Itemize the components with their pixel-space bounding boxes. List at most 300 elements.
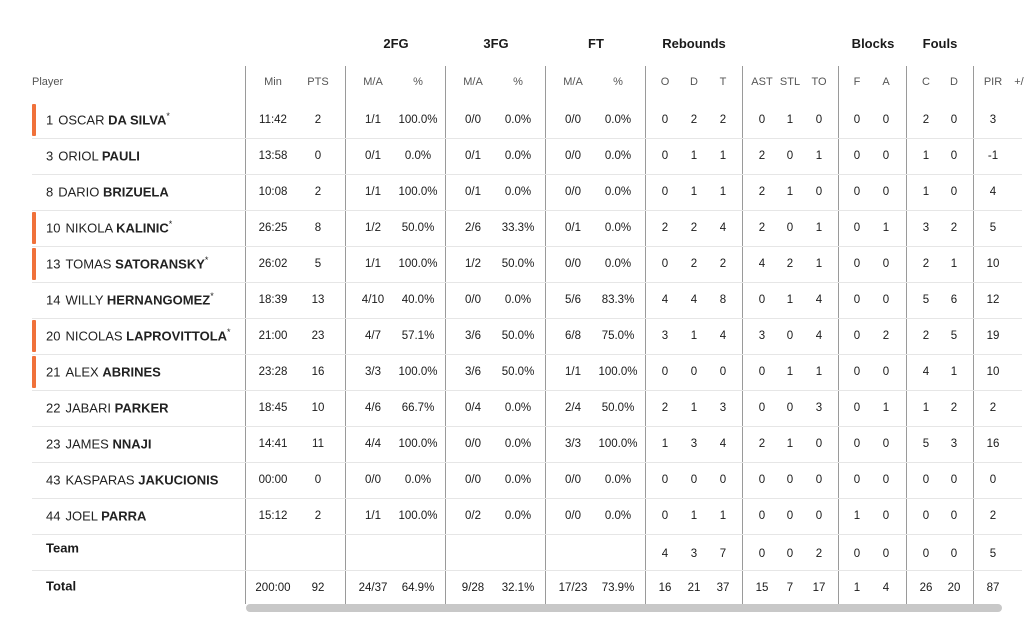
stat-cell: 0	[786, 330, 794, 342]
stat-cell: 2	[786, 258, 794, 270]
stat-cell: 23:28	[258, 366, 288, 378]
column-header[interactable]: STL	[779, 76, 801, 88]
stat-cell: 12	[986, 294, 1000, 306]
stat-cell: 1	[922, 402, 930, 414]
stat-cell: 0	[882, 510, 890, 522]
row-rule	[32, 462, 1022, 463]
player-number: 8	[46, 184, 54, 200]
player-first-name: JOEL	[65, 508, 98, 524]
stat-cell: 0	[815, 438, 823, 450]
player-number: 44	[46, 508, 61, 524]
team-row-label: Team	[46, 540, 79, 556]
horizontal-scrollbar[interactable]	[246, 604, 1002, 612]
starter-indicator	[32, 320, 36, 352]
stat-cell: 0	[882, 294, 890, 306]
player-last-name: BRIZUELA	[103, 184, 169, 200]
stat-cell: 1	[690, 150, 698, 162]
row-rule	[32, 570, 1022, 571]
player-number: 21	[46, 364, 61, 380]
stat-cell: 9/28	[461, 582, 485, 594]
stat-cell: 0	[815, 474, 823, 486]
player-number: 13	[46, 256, 61, 272]
stat-cell: 19	[986, 330, 1000, 342]
stat-cell: 2	[719, 114, 727, 126]
column-header[interactable]: C	[922, 76, 930, 88]
stat-cell: 0	[786, 402, 794, 414]
stat-cell: 18:45	[258, 402, 288, 414]
stat-cell: 18:39	[258, 294, 288, 306]
stat-cell: 11:42	[259, 114, 287, 126]
stat-cell: 2	[922, 114, 930, 126]
stat-cell: 200:00	[255, 582, 291, 594]
stat-cell: 7	[719, 548, 727, 560]
row-rule	[32, 498, 1022, 499]
column-divider	[742, 66, 743, 604]
stat-cell: 2	[758, 222, 766, 234]
stat-cell: 0	[786, 474, 794, 486]
stat-cell: 75.0%	[601, 330, 635, 342]
column-header[interactable]: Min	[264, 76, 282, 88]
player-last-name: PAULI	[101, 148, 140, 164]
stat-cell: 0/0	[465, 294, 481, 306]
stat-cell: 0.0%	[604, 474, 632, 486]
player-name[interactable]	[46, 257, 208, 272]
stat-cell: 2	[882, 330, 890, 342]
player-last-name: DA SILVA	[108, 112, 167, 128]
stat-cell: 1/1	[365, 510, 381, 522]
stat-cell: 57.1%	[401, 330, 435, 342]
stat-cell: 8	[719, 294, 727, 306]
stat-cell: 0	[950, 548, 958, 560]
column-divider	[445, 66, 446, 604]
stat-cell: 1/1	[365, 186, 381, 198]
stat-cell: 2	[314, 186, 322, 198]
stat-cell: 0	[786, 150, 794, 162]
stat-cell: 2	[758, 438, 766, 450]
player-last-name: PARRA	[101, 508, 147, 524]
stat-cell: 0	[661, 474, 669, 486]
stat-cell: 4	[815, 330, 823, 342]
stat-cell: 3	[989, 114, 997, 126]
stat-cell: 0	[853, 222, 861, 234]
stat-cell: 0	[758, 510, 766, 522]
stat-cell: 0	[922, 510, 930, 522]
row-rule	[32, 426, 1022, 427]
player-first-name: OSCAR	[58, 112, 105, 128]
player-name[interactable]	[46, 113, 170, 128]
stat-cell: 0	[853, 330, 861, 342]
column-header[interactable]: %	[613, 76, 623, 88]
player-first-name: NICOLAS	[65, 328, 123, 344]
stat-cell: 2	[989, 510, 997, 522]
stat-cell: 1	[922, 186, 930, 198]
stat-cell: 0	[661, 114, 669, 126]
stat-cell: 0/0	[465, 438, 481, 450]
stat-cell: 0	[882, 114, 890, 126]
stat-cell: 0.0%	[504, 114, 532, 126]
stat-cell: 2	[950, 222, 958, 234]
player-first-name: WILLY	[65, 292, 104, 308]
stat-cell: 0.0%	[604, 150, 632, 162]
row-rule	[32, 534, 1022, 535]
stat-cell: 4	[719, 330, 727, 342]
stat-cell: 0	[314, 150, 322, 162]
player-last-name: PARKER	[114, 400, 169, 416]
stat-cell: 11	[312, 438, 324, 450]
stat-cell: 0	[853, 474, 861, 486]
stat-cell: 87	[986, 582, 1000, 594]
player-last-name: HERNANGOMEZ	[106, 292, 211, 308]
stat-cell: 1	[690, 510, 698, 522]
column-header[interactable]: PTS	[307, 76, 329, 88]
stat-cell: 1	[882, 222, 890, 234]
stat-cell: 1/1	[365, 258, 381, 270]
stat-cell: 0	[719, 474, 727, 486]
starter-mark: *	[166, 111, 170, 122]
starter-mark: *	[210, 291, 214, 302]
stat-cell: 0	[853, 114, 861, 126]
stat-cell: 0.0%	[504, 438, 532, 450]
stat-cell: 3	[815, 402, 823, 414]
stat-cell: 13:58	[258, 150, 288, 162]
stat-cell: 0.0%	[604, 114, 632, 126]
column-header[interactable]: M/A	[363, 76, 383, 88]
stat-cell: 0/0	[565, 510, 581, 522]
stat-cell: 0/1	[465, 150, 481, 162]
stat-cell: 0/0	[565, 186, 581, 198]
stat-cell: 1	[719, 186, 727, 198]
stat-cell: 0.0%	[504, 474, 532, 486]
stat-cell: 10	[986, 258, 1000, 270]
stat-cell: 0	[314, 474, 322, 486]
stat-cell: 2	[719, 258, 727, 270]
stat-cell: 0	[950, 186, 958, 198]
stat-cell: 100.0%	[398, 366, 438, 378]
column-header[interactable]: A	[882, 76, 890, 88]
player-name[interactable]	[46, 509, 146, 524]
stat-cell: 1	[690, 330, 698, 342]
stat-cell: 24/37	[358, 582, 388, 594]
stat-cell: 2/6	[465, 222, 481, 234]
stat-cell: 0	[882, 474, 890, 486]
player-number: 14	[46, 292, 61, 308]
stat-cell: 0.0%	[604, 258, 632, 270]
stat-cell: 0	[786, 222, 794, 234]
stat-cell: 0/0	[365, 474, 381, 486]
stat-cell: 2	[690, 114, 698, 126]
stat-cell: 2	[815, 548, 823, 560]
stat-cell: 21	[687, 582, 701, 594]
column-header[interactable]: AST	[751, 76, 773, 88]
stat-cell: 1	[786, 186, 794, 198]
stat-cell: 0	[950, 114, 958, 126]
player-name[interactable]	[46, 185, 169, 200]
stat-cell: 1	[786, 366, 794, 378]
column-divider	[973, 66, 974, 604]
stat-cell: 1	[950, 258, 958, 270]
stat-cell: 1/2	[365, 222, 381, 234]
column-header[interactable]: %	[413, 76, 423, 88]
row-rule	[32, 246, 1022, 247]
stat-cell: 17/23	[558, 582, 588, 594]
player-number: 23	[46, 436, 61, 452]
stat-cell: 2	[314, 114, 322, 126]
stat-cell: 3	[690, 548, 698, 560]
stat-cell: 1	[950, 366, 958, 378]
stat-cell: 26:02	[258, 258, 288, 270]
stat-cell: 100.0%	[398, 510, 438, 522]
stat-cell: 0	[661, 186, 669, 198]
stat-cell: 16	[658, 582, 672, 594]
group-header-3fg: 3FG	[483, 36, 509, 51]
stat-cell: 73.9%	[601, 582, 635, 594]
stat-cell: 21:00	[258, 330, 288, 342]
stat-cell: 0	[882, 366, 890, 378]
stat-cell: 0.0%	[604, 222, 632, 234]
stat-cell: 0	[853, 548, 861, 560]
stat-cell: 3	[758, 330, 766, 342]
group-header-2fg: 2FG	[383, 36, 409, 51]
stat-cell: 1	[786, 114, 794, 126]
player-last-name: NNAJI	[112, 436, 152, 452]
stat-cell: 83.3%	[601, 294, 635, 306]
stat-cell: 4/10	[361, 294, 385, 306]
stat-cell: 0	[758, 474, 766, 486]
stat-cell: 50.0%	[501, 330, 535, 342]
stat-cell: 1/1	[365, 114, 381, 126]
row-rule	[32, 282, 1022, 283]
stat-cell: 0.0%	[404, 474, 432, 486]
stat-cell: 0	[853, 402, 861, 414]
stat-cell: 0	[853, 438, 861, 450]
stat-cell: 0.0%	[604, 510, 632, 522]
stat-cell: 0	[922, 474, 930, 486]
player-name[interactable]	[46, 401, 169, 416]
stat-cell: 1	[690, 402, 698, 414]
stat-cell: 0	[661, 150, 669, 162]
column-header[interactable]: TO	[811, 76, 827, 88]
player-number: 1	[46, 112, 54, 128]
stat-cell: 0/1	[565, 222, 581, 234]
stat-cell: 26	[919, 582, 933, 594]
player-name[interactable]	[46, 293, 214, 308]
stat-cell: 2	[758, 186, 766, 198]
player-name[interactable]	[46, 221, 172, 236]
player-last-name: JAKUCIONIS	[138, 472, 219, 488]
column-header[interactable]: D	[950, 76, 958, 88]
row-rule	[32, 390, 1022, 391]
column-divider	[645, 66, 646, 604]
stat-cell: 2	[950, 402, 958, 414]
stat-cell: 20	[947, 582, 961, 594]
stat-cell: 0.0%	[604, 186, 632, 198]
stat-cell: 2	[690, 222, 698, 234]
column-header[interactable]: M/A	[463, 76, 483, 88]
stat-cell: 0	[853, 366, 861, 378]
stat-cell: 1	[786, 438, 794, 450]
stat-cell: 2	[989, 402, 997, 414]
stat-cell: 1	[661, 438, 669, 450]
stat-cell: 1	[882, 402, 890, 414]
stat-cell: 0	[882, 186, 890, 198]
stat-cell: 1	[815, 258, 823, 270]
stat-cell: 0/0	[565, 150, 581, 162]
column-header[interactable]: M/A	[563, 76, 583, 88]
stat-cell: 1	[786, 294, 794, 306]
row-rule	[32, 210, 1022, 211]
stat-cell: 26:25	[258, 222, 288, 234]
stat-cell: 3/3	[365, 366, 381, 378]
stat-cell: 14:41	[258, 438, 288, 450]
stat-cell: 0	[661, 510, 669, 522]
stat-cell: 3/6	[465, 330, 481, 342]
player-first-name: ORIOL	[58, 148, 99, 164]
stat-cell: 3	[950, 438, 958, 450]
stat-cell: 3	[719, 402, 727, 414]
player-name[interactable]	[46, 473, 218, 488]
stat-cell: 2	[922, 330, 930, 342]
stat-cell: 10	[986, 366, 1000, 378]
stat-cell: 100.0%	[398, 438, 438, 450]
stat-cell: 4	[815, 294, 823, 306]
player-first-name: TOMAS	[65, 256, 112, 272]
stat-cell: 0	[758, 548, 766, 560]
stat-cell: 0	[950, 474, 958, 486]
stat-cell: 0.0%	[504, 402, 532, 414]
column-header[interactable]: Player	[32, 76, 64, 88]
player-first-name: NIKOLA	[65, 220, 113, 236]
player-first-name: ALEX	[65, 364, 99, 380]
stat-cell: 5	[314, 258, 322, 270]
stat-cell: 6/8	[565, 330, 581, 342]
stat-cell: 32.1%	[501, 582, 535, 594]
stat-cell: 15:12	[258, 510, 288, 522]
player-number: 20	[46, 328, 61, 344]
column-header[interactable]: T	[719, 76, 727, 88]
stat-cell: -1	[987, 150, 999, 162]
stat-cell: 0/0	[565, 114, 581, 126]
player-first-name: JABARI	[65, 400, 111, 416]
stat-cell: 2/4	[565, 402, 581, 414]
stat-cell: 1	[853, 582, 861, 594]
stat-cell: 1	[922, 150, 930, 162]
stat-cell: 5/6	[565, 294, 581, 306]
stat-cell: 4	[758, 258, 766, 270]
starter-indicator	[32, 212, 36, 244]
player-name[interactable]	[46, 365, 161, 380]
stat-cell: 2	[922, 258, 930, 270]
column-header[interactable]: %	[513, 76, 523, 88]
stat-cell: 0	[853, 294, 861, 306]
stat-cell: 5	[922, 294, 930, 306]
column-header[interactable]: D	[690, 76, 698, 88]
stat-cell: 4	[719, 438, 727, 450]
stat-cell: 4	[922, 366, 930, 378]
row-rule	[32, 354, 1022, 355]
stat-cell: 100.0%	[398, 186, 438, 198]
stat-cell: 4/7	[365, 330, 381, 342]
column-header[interactable]: PIR	[983, 76, 1003, 88]
starter-mark: *	[168, 219, 173, 230]
stat-cell: 5	[989, 548, 997, 560]
row-rule	[32, 318, 1022, 319]
player-name[interactable]	[46, 437, 151, 452]
stat-cell: 0	[815, 186, 823, 198]
player-number: 22	[46, 400, 61, 416]
stat-cell: 2	[661, 222, 669, 234]
stat-cell: 16	[986, 438, 1000, 450]
stat-cell: 1	[815, 150, 823, 162]
column-header[interactable]: +/	[1014, 76, 1024, 88]
stat-cell: 0	[815, 510, 823, 522]
stat-cell: 0	[758, 114, 766, 126]
stat-cell: 3	[922, 222, 930, 234]
stat-cell: 0	[882, 258, 890, 270]
stat-cell: 3/6	[465, 366, 481, 378]
stat-cell: 40.0%	[401, 294, 435, 306]
stat-cell: 50.0%	[401, 222, 435, 234]
stat-cell: 0	[815, 114, 823, 126]
stat-cell: 50.0%	[501, 258, 535, 270]
row-rule	[32, 138, 1022, 139]
column-header[interactable]: F	[853, 76, 861, 88]
stat-cell: 0	[989, 474, 997, 486]
stat-cell: 4	[719, 222, 727, 234]
stat-cell: 0	[719, 366, 727, 378]
stat-cell: 2	[314, 510, 322, 522]
starter-indicator	[32, 104, 36, 136]
stat-cell: 50.0%	[601, 402, 635, 414]
stat-cell: 10:08	[258, 186, 288, 198]
player-number: 3	[46, 148, 54, 164]
player-last-name: ABRINES	[102, 364, 161, 380]
stat-cell: 0/1	[365, 150, 381, 162]
stat-cell: 100.0%	[598, 438, 638, 450]
stat-cell: 0	[786, 548, 794, 560]
stat-cell: 100.0%	[398, 258, 438, 270]
stat-cell: 0.0%	[504, 150, 532, 162]
stat-cell: 23	[311, 330, 325, 342]
group-header-blocks: Blocks	[851, 36, 895, 51]
stat-cell: 100.0%	[398, 114, 438, 126]
column-header[interactable]: O	[660, 76, 670, 88]
stat-cell: 4	[661, 294, 669, 306]
stat-cell: 50.0%	[501, 366, 535, 378]
stat-cell: 2	[758, 150, 766, 162]
stat-cell: 1	[719, 150, 727, 162]
player-last-name: SATORANSKY	[115, 256, 205, 272]
stat-cell: 1	[690, 186, 698, 198]
stat-cell: 0	[950, 510, 958, 522]
stat-cell: 10	[311, 402, 325, 414]
player-name[interactable]	[46, 329, 231, 344]
stat-cell: 4	[661, 548, 669, 560]
stat-cell: 15	[755, 582, 769, 594]
starter-indicator	[32, 356, 36, 388]
player-name[interactable]	[46, 149, 140, 164]
stat-cell: 0/1	[465, 186, 481, 198]
stat-cell: 92	[311, 582, 325, 594]
stat-cell: 0.0%	[404, 150, 432, 162]
stat-cell: 37	[716, 582, 730, 594]
column-divider	[545, 66, 546, 604]
stat-cell: 5	[950, 330, 958, 342]
stat-cell: 13	[311, 294, 325, 306]
stat-cell: 4	[989, 186, 997, 198]
stat-cell: 0/0	[565, 474, 581, 486]
stat-cell: 1	[815, 366, 823, 378]
player-last-name: LAPROVITTOLA	[126, 328, 228, 344]
